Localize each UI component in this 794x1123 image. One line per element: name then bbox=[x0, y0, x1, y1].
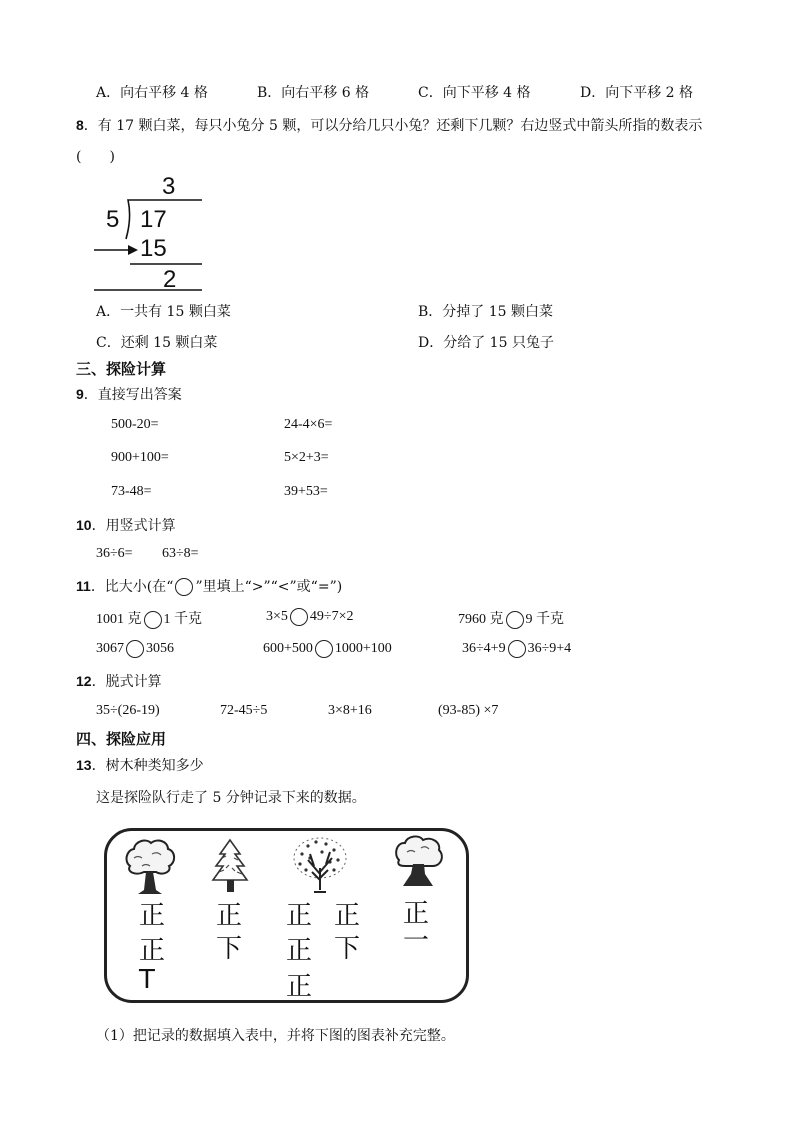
q9-number: 9 bbox=[76, 386, 84, 402]
compare-item: 3067 3056 bbox=[96, 641, 174, 657]
tally-mark: 正 bbox=[403, 899, 430, 929]
q11-title-post: ”里填上“>”“<”或“=”) bbox=[195, 579, 343, 595]
q12-item: 35÷(26-19) bbox=[96, 703, 160, 718]
q8-option-a: A．一共有 15 颗白菜 bbox=[96, 304, 231, 320]
compare-item: 1001 克 1 千克 bbox=[96, 612, 202, 627]
q9-item: 900+100= bbox=[111, 450, 169, 465]
answer-circle[interactable] bbox=[508, 640, 526, 658]
tally-mark: 正 bbox=[286, 972, 313, 1002]
answer-circle[interactable] bbox=[506, 611, 524, 629]
q8-option-c: C．还剩 15 颗白菜 bbox=[96, 335, 218, 351]
q9-item: 5×2+3= bbox=[284, 450, 329, 465]
q8-question bbox=[76, 115, 702, 135]
compare-item: 3×5 49÷7×2 bbox=[266, 609, 354, 625]
q10-number: 10 bbox=[76, 517, 92, 533]
q8-text: ．有 17 颗白菜，每只小兔分 5 颗，可以分给几只小兔？还剩下几颗？右边竖式中箭头所指的数表示 bbox=[83, 118, 703, 134]
tally-mark: 正 bbox=[216, 901, 243, 931]
section-3-title: 三、探险计算 bbox=[76, 360, 167, 378]
q12-heading bbox=[76, 671, 162, 691]
tally-mark: 正 bbox=[334, 901, 361, 931]
division-bracket bbox=[126, 200, 202, 239]
q11-heading bbox=[76, 576, 342, 596]
q13-number: 13 bbox=[76, 757, 92, 773]
q7-option-d: D．向下平移 2 格 bbox=[580, 85, 694, 101]
answer-circle[interactable] bbox=[290, 608, 308, 626]
q7-option-c: C．向下平移 4 格 bbox=[418, 85, 531, 101]
tally-mark: T bbox=[139, 965, 155, 995]
q12-item: (93-85) ×7 bbox=[438, 703, 499, 718]
q9-title: ．直接写出答案 bbox=[83, 387, 182, 403]
q9-item: 24-4×6= bbox=[284, 417, 333, 432]
q10-title: ．用竖式计算 bbox=[91, 518, 176, 534]
q12-item: 3×8+16 bbox=[328, 703, 372, 718]
division-dividend: 17 bbox=[140, 206, 167, 233]
oak-tree-icon bbox=[393, 834, 445, 894]
q10-item: 36÷6= bbox=[96, 546, 133, 561]
tally-mark: 下 bbox=[334, 934, 361, 964]
q8-answer-paren: ( ) bbox=[76, 149, 115, 165]
q9-item: 73-48= bbox=[111, 484, 152, 499]
q9-item: 500-20= bbox=[111, 417, 159, 432]
arrow-icon bbox=[128, 245, 138, 255]
pine-tree-icon bbox=[210, 838, 250, 896]
q11-title-pre: ．比大小(在“ bbox=[90, 579, 174, 595]
q13-intro: 这是探险队行走了 5 分钟记录下来的数据。 bbox=[96, 790, 366, 806]
compare-circle-icon bbox=[175, 578, 193, 596]
q10-item: 63÷8= bbox=[162, 546, 199, 561]
tally-mark: 正 bbox=[139, 936, 166, 966]
q12-title: ．脱式计算 bbox=[91, 674, 162, 690]
dotted-tree-icon bbox=[288, 834, 352, 894]
tally-mark: 正 bbox=[139, 901, 166, 931]
q7-option-a: A．向右平移 4 格 bbox=[96, 85, 208, 101]
tally-mark: 正 bbox=[286, 901, 313, 931]
q11-number: 11 bbox=[76, 578, 91, 594]
compare-item: 7960 克 9 千克 bbox=[458, 612, 564, 627]
division-quotient: 3 bbox=[162, 173, 176, 200]
compare-item: 600+500 1000+100 bbox=[263, 641, 392, 657]
q12-number: 12 bbox=[76, 673, 92, 689]
section-4-title: 四、探险应用 bbox=[76, 730, 167, 748]
q12-item: 72-45÷5 bbox=[220, 703, 268, 718]
tally-mark: 下 bbox=[216, 934, 243, 964]
division-remainder: 2 bbox=[163, 266, 177, 293]
q9-heading bbox=[76, 384, 182, 404]
answer-circle[interactable] bbox=[126, 640, 144, 658]
q8-option-b: B．分掉了 15 颗白菜 bbox=[418, 304, 554, 320]
division-divisor: 5 bbox=[106, 206, 120, 233]
tally-mark: 正 bbox=[286, 936, 313, 966]
q8-number: 8 bbox=[76, 117, 84, 133]
q13-sub1: （1）把记录的数据填入表中，并将下图的图表补充完整。 bbox=[96, 1028, 455, 1044]
compare-item: 36÷4+9 36÷9+4 bbox=[462, 641, 572, 657]
answer-circle[interactable] bbox=[144, 611, 162, 629]
q7-option-b: B．向右平移 6 格 bbox=[257, 85, 370, 101]
answer-circle[interactable] bbox=[315, 640, 333, 658]
tally-mark: 一 bbox=[403, 926, 430, 956]
q8-option-d: D．分给了 15 只兔子 bbox=[418, 335, 554, 351]
broadleaf-tree-icon bbox=[122, 836, 178, 898]
q13-title: ．树木种类知多少 bbox=[91, 758, 204, 774]
q10-heading bbox=[76, 515, 176, 535]
division-lines bbox=[90, 198, 210, 294]
q9-item: 39+53= bbox=[284, 484, 328, 499]
q13-heading bbox=[76, 755, 204, 775]
division-product: 15 bbox=[140, 235, 167, 262]
